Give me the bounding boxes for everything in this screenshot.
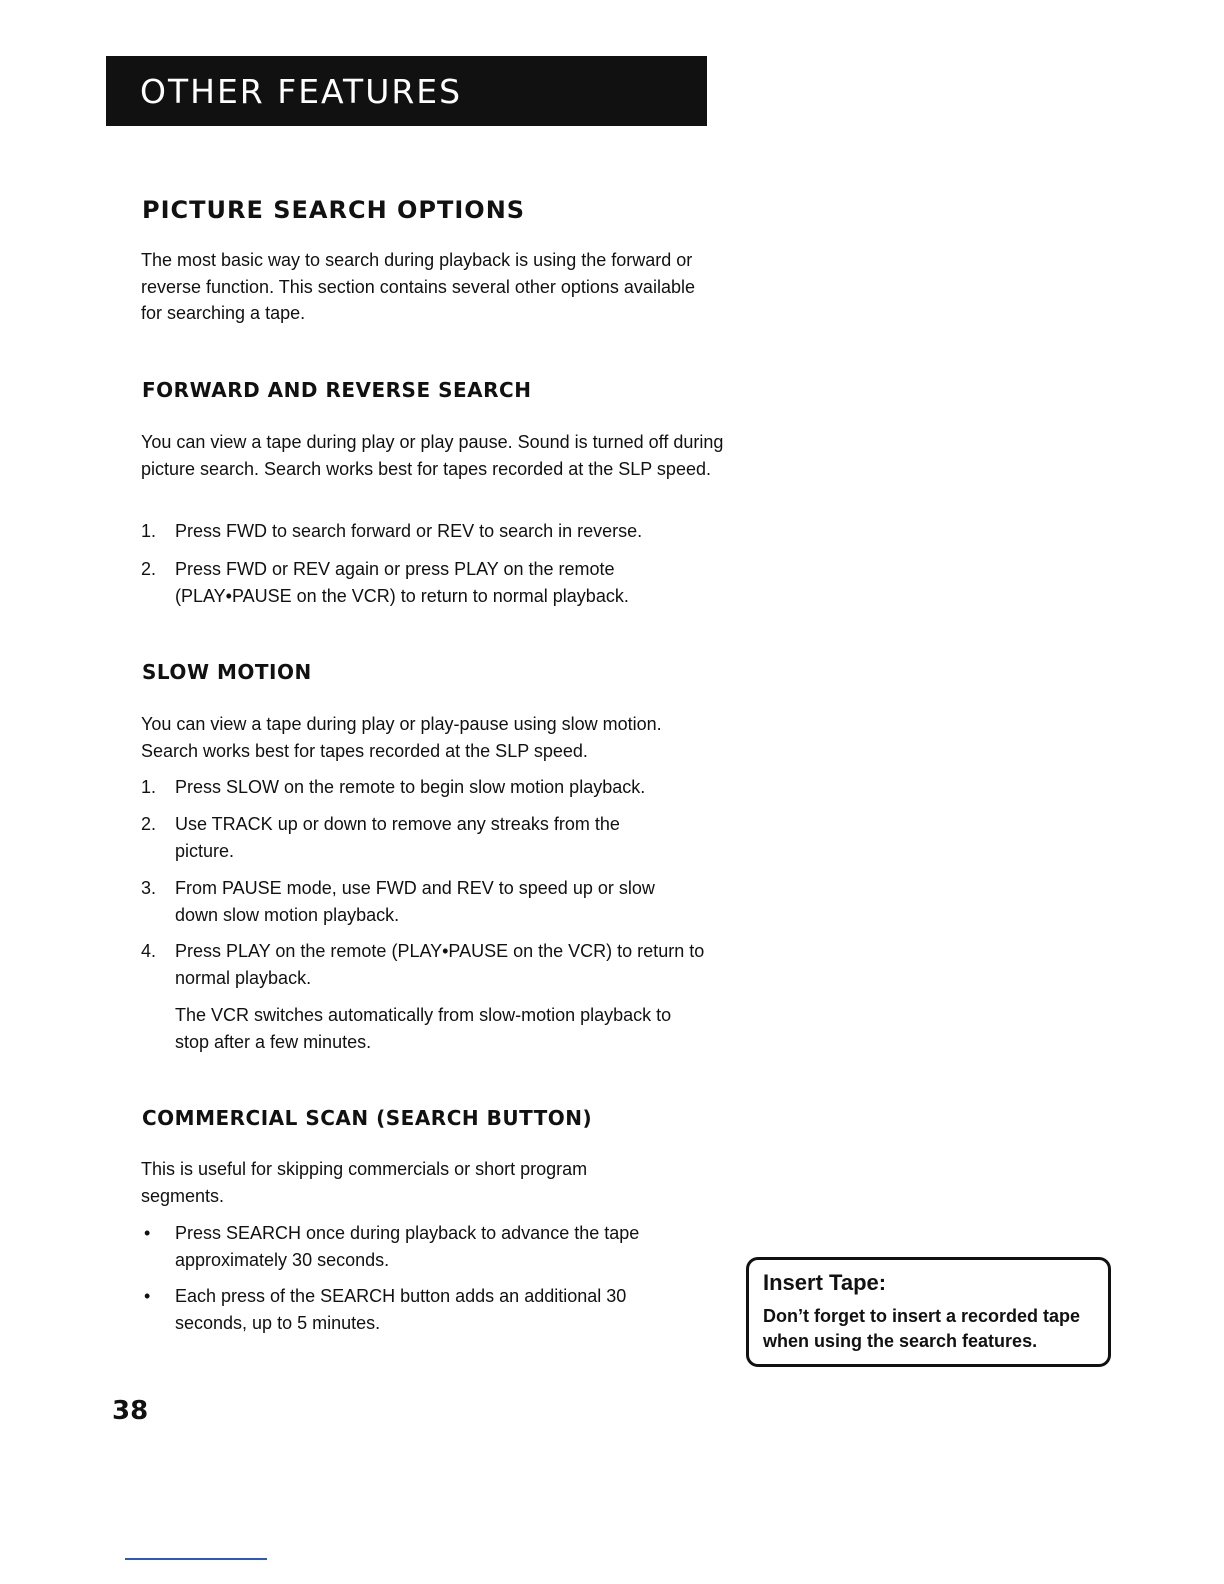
tip-title: Insert Tape: [763,1270,887,1295]
list-item [141,875,686,928]
list-item [141,556,671,609]
list-item [141,518,721,545]
page-number: 38 [112,1396,149,1426]
step-text: Use TRACK up or down to remove any streaks from the picture. [175,814,620,861]
list-item [141,1220,681,1273]
section-intro: The most basic way to search during playback is using the forward or reverse function. This section contains several other options available for searching a tape. [141,250,695,323]
step-text: Press SLOW on the remote to begin slow motion playback. [175,777,646,797]
step-text: Press PLAY on the remote (PLAY•PAUSE on the VCR) to return to normal playback. [175,941,705,988]
step-number: 1. [141,777,157,797]
list-item [141,938,726,991]
step-number: 3. [141,878,157,898]
section-title: PICTURE SEARCH OPTIONS [142,196,526,224]
list-item [141,1283,681,1336]
commercial-scan-title: COMMERCIAL SCAN (SEARCH BUTTON) [142,1106,593,1130]
bullet-text: Each press of the SEARCH button adds an additional 30 seconds, up to 5 minutes. [175,1286,627,1333]
bullet-mark: • [144,1286,151,1306]
bullet-mark: • [144,1223,151,1243]
slow-motion-intro: You can view a tape during play or play-pause using slow motion. Search works best for tapes recorded at the SLP speed. [141,714,662,761]
tip-text: Don’t forget to insert a recorded tape when using the search features. [763,1306,1081,1351]
footer-rule [125,1558,267,1560]
list-item [141,774,721,801]
step-text: Press FWD or REV again or press PLAY on the remote (PLAY•PAUSE on the VCR) to return to normal playback. [175,559,629,606]
step-number: 1. [141,521,157,541]
insert-tape-tip-box [746,1257,1111,1367]
forward-reverse-intro: You can view a tape during play or play pause. Sound is turned off during picture search. Search works best for tapes recorded at the SLP speed. [141,432,724,479]
chapter-header-bar [106,56,707,126]
slow-motion-note: The VCR switches automatically from slow-motion playback to stop after a few minutes. [175,1005,672,1052]
commercial-scan-intro: This is useful for skipping commercials or short program segments. [141,1159,588,1206]
chapter-title: OTHER FEATURES [140,71,463,111]
step-number: 4. [141,941,157,961]
step-text: Press FWD to search forward or REV to search in reverse. [175,521,643,541]
bullet-text: Press SEARCH once during playback to advance the tape approximately 30 seconds. [175,1223,640,1270]
list-item [141,811,671,864]
slow-motion-title: SLOW MOTION [142,660,312,684]
step-number: 2. [141,559,157,579]
step-text: From PAUSE mode, use FWD and REV to speed up or slow down slow motion playback. [175,878,655,925]
step-number: 2. [141,814,157,834]
forward-reverse-title: FORWARD AND REVERSE SEARCH [142,378,532,402]
